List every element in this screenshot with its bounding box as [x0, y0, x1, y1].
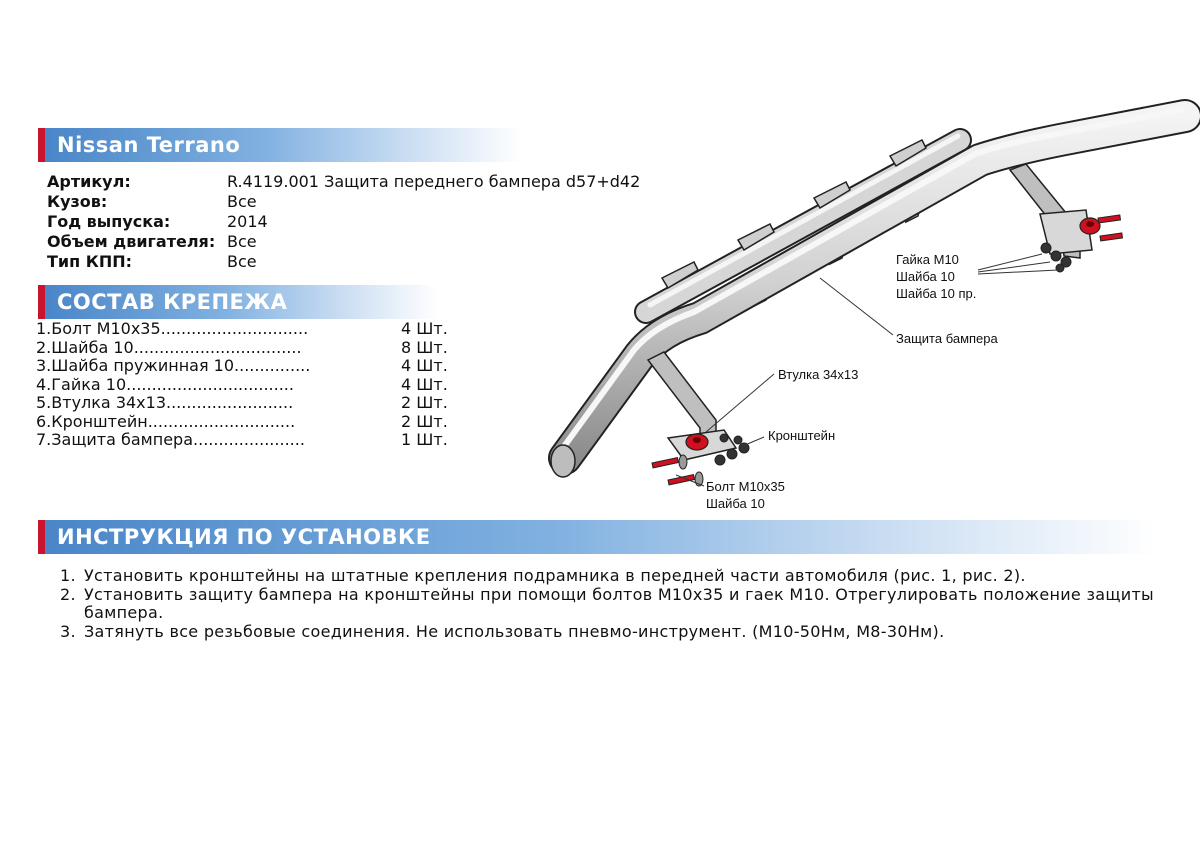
part-qty: 1 Шт.	[401, 430, 448, 449]
part-name: 2.Шайба 10.................................	[36, 338, 302, 357]
instructions-title: ИНСТРУКЦИЯ ПО УСТАНОВКЕ	[57, 525, 431, 549]
main-tube	[551, 110, 1185, 477]
list-item	[60, 567, 1160, 586]
list-item	[60, 586, 1160, 623]
step-text: Установить защиту бампера на кронштейны при помощи болтов М10х35 и гаек М10. Отрегулировать положение защиты бампера.	[84, 584, 1154, 622]
right-bracket	[1010, 164, 1092, 258]
callout-washer-bottom: Шайба 10	[706, 496, 765, 511]
spec-label: Кузов:	[47, 192, 108, 211]
instructions-band	[38, 520, 1158, 554]
instruction-steps	[60, 567, 1160, 641]
part-qty: 2 Шт.	[401, 411, 448, 431]
fasteners-title: СОСТАВ КРЕПЕЖА	[57, 290, 288, 314]
step-text: Затянуть все резьбовые соединения. Не использовать пневмо-инструмент. (М10-50Нм, М8-30Нм).	[84, 621, 945, 641]
callout-spring-washer: Шайба 10 пр.	[896, 286, 977, 301]
callout-bolt: Болт М10х35	[706, 479, 785, 494]
part-qty: 2 Шт.	[401, 393, 448, 412]
spec-value: 2014	[227, 212, 268, 231]
step-number: 3.	[60, 621, 76, 641]
part-qty: 4 Шт.	[401, 356, 448, 375]
callout-washer: Шайба 10	[896, 269, 955, 284]
part-qty: 4 Шт.	[401, 319, 448, 338]
step-number: 2.	[60, 584, 76, 604]
callout-nut: Гайка М10	[896, 252, 959, 267]
spec-value: Все	[227, 252, 257, 271]
spec-label: Объем двигателя:	[47, 232, 216, 251]
page-title: Nissan Terrano	[57, 133, 241, 157]
list-item	[60, 623, 1160, 642]
part-name: 7.Защита бампера......................	[36, 431, 305, 449]
callout-bracket: Кронштейн	[768, 428, 836, 443]
part-name: 6.Кронштейн.............................	[36, 412, 296, 431]
part-qty: 4 Шт.	[401, 374, 448, 394]
part-name: 4.Гайка 10.................................	[36, 375, 294, 394]
spec-value: Все	[227, 232, 257, 251]
part-name: 1.Болт М10х35.............................	[36, 320, 309, 338]
callout-bushing: Втулка 34х13	[778, 367, 859, 382]
spec-value: R.4119.001 Защита переднего бампера d57+d42	[227, 172, 641, 191]
part-name: 3.Шайба пружинная 10...............	[36, 357, 311, 375]
spec-label: Тип КПП:	[47, 252, 133, 271]
step-text: Установить кронштейны на штатные крепления подрамника в передней части автомобиля (рис. 1, рис. 2).	[84, 566, 1026, 585]
spec-value: Все	[227, 192, 257, 211]
callout-guard: Защита бампера	[896, 331, 998, 346]
left-bushing	[686, 434, 708, 450]
right-bushing	[1080, 218, 1100, 234]
spec-label: Год выпуска:	[47, 212, 171, 231]
part-qty: 8 Шт.	[401, 337, 448, 357]
step-number: 1.	[60, 566, 76, 585]
spec-label: Артикул:	[47, 172, 131, 191]
part-name: 5.Втулка 34х13.........................	[36, 394, 294, 412]
